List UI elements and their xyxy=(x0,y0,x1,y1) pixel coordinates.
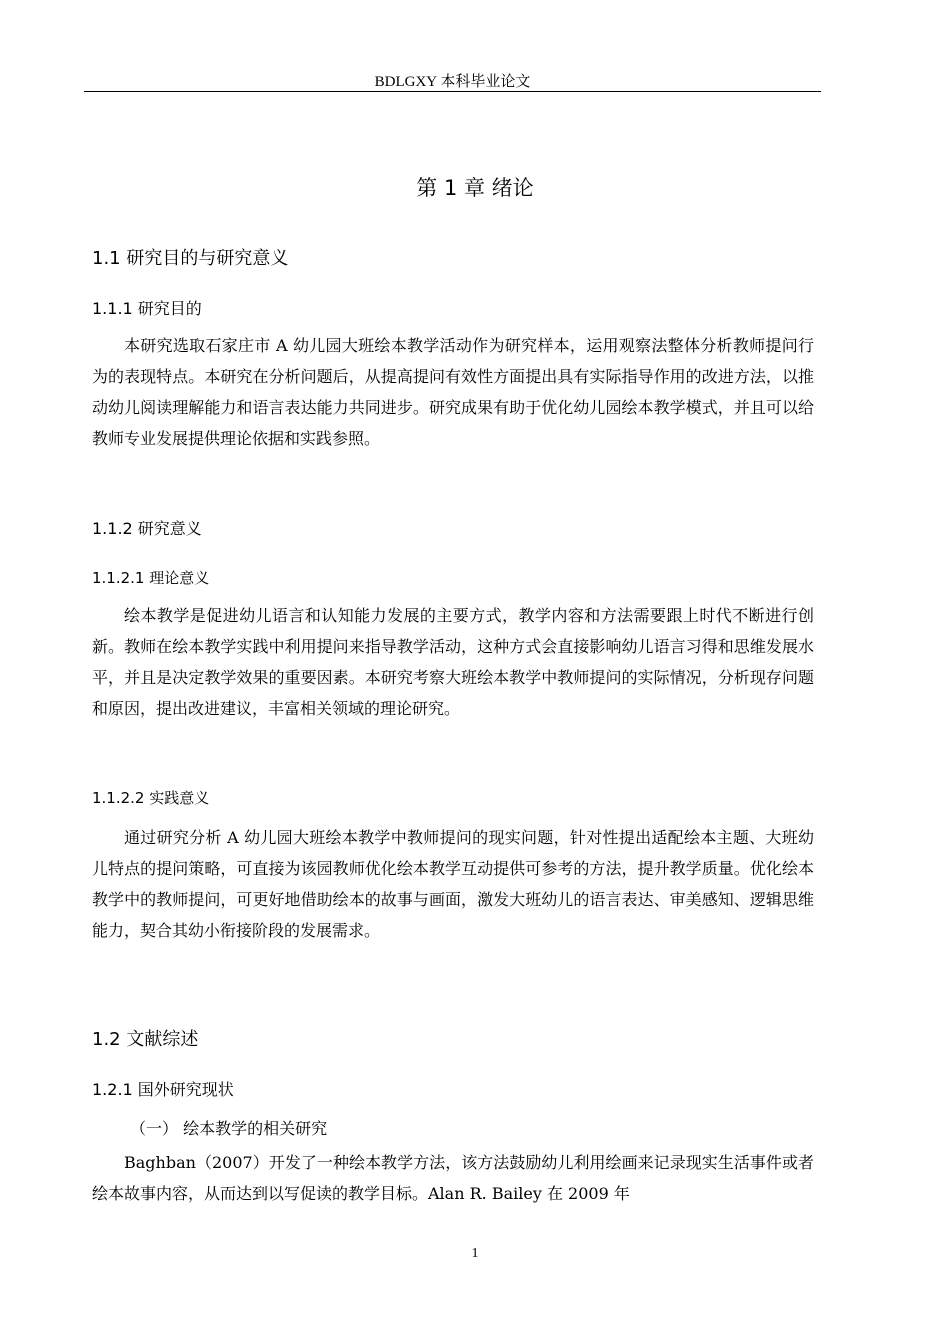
sub-item-picture-book-research: （一） 绘本教学的相关研究 xyxy=(130,1119,328,1138)
header-rule xyxy=(84,91,821,92)
section-heading-1-1-1: 1.1.1 研究目的 xyxy=(92,299,202,318)
section-heading-1-1: 1.1 研究目的与研究意义 xyxy=(92,248,289,269)
page-number: 1 xyxy=(471,1246,479,1261)
paragraph-research-purpose: 本研究选取石家庄市 A 幼儿园大班绘本教学活动作为研究样本，运用观察法整体分析教师提问行为的表现特点。本研究在分析问题后，从提高提问有效性方面提出具有实际指导作用的改进方法，以推动幼儿阅读理解能力和语言表达能力共同进步。研究成果有助于优化幼儿园绘本教学模式，并且可以给教师专业发展提供理论依据和实践参照。 xyxy=(92,336,814,448)
paragraph-foreign-research: Baghban（2007）开发了一种绘本教学方法，该方法鼓励幼儿利用绘画来记录现实生活事件或者绘本故事内容，从而达到以写促读的教学目标。Alan R. Bailey 在 2009 年 xyxy=(92,1153,814,1203)
section-heading-1-1-2: 1.1.2 研究意义 xyxy=(92,519,202,538)
section-heading-1-1-2-1: 1.1.2.1 理论意义 xyxy=(92,569,210,587)
running-header: BDLGXY 本科毕业论文 xyxy=(374,74,531,90)
section-heading-1-2-1: 1.2.1 国外研究现状 xyxy=(92,1080,234,1099)
section-heading-1-2: 1.2 文献综述 xyxy=(92,1029,199,1050)
chapter-title: 第 1 章 绪论 xyxy=(416,176,534,200)
section-heading-1-1-2-2: 1.1.2.2 实践意义 xyxy=(92,789,210,807)
paragraph-theoretical-significance: 绘本教学是促进幼儿语言和认知能力发展的主要方式，教学内容和方法需要跟上时代不断进行创新。教师在绘本教学实践中利用提问来指导教学活动，这种方式会直接影响幼儿语言习得和思维发展水平，并且是决定教学效果的重要因素。本研究考察大班绘本教学中教师提问的实际情况，分析现存问题和原因，提出改进建议，丰富相关领域的理论研究。 xyxy=(92,606,814,718)
paragraph-practical-significance: 通过研究分析 A 幼儿园大班绘本教学中教师提问的现实问题，针对性提出适配绘本主题、大班幼儿特点的提问策略，可直接为该园教师优化绘本教学互动提供可参考的方法，提升教学质量。优化绘本教学中的教师提问，可更好地借助绘本的故事与画面，激发大班幼儿的语言表达、审美感知、逻辑思维能力，契合其幼小衔接阶段的发展需求。 xyxy=(92,828,814,940)
